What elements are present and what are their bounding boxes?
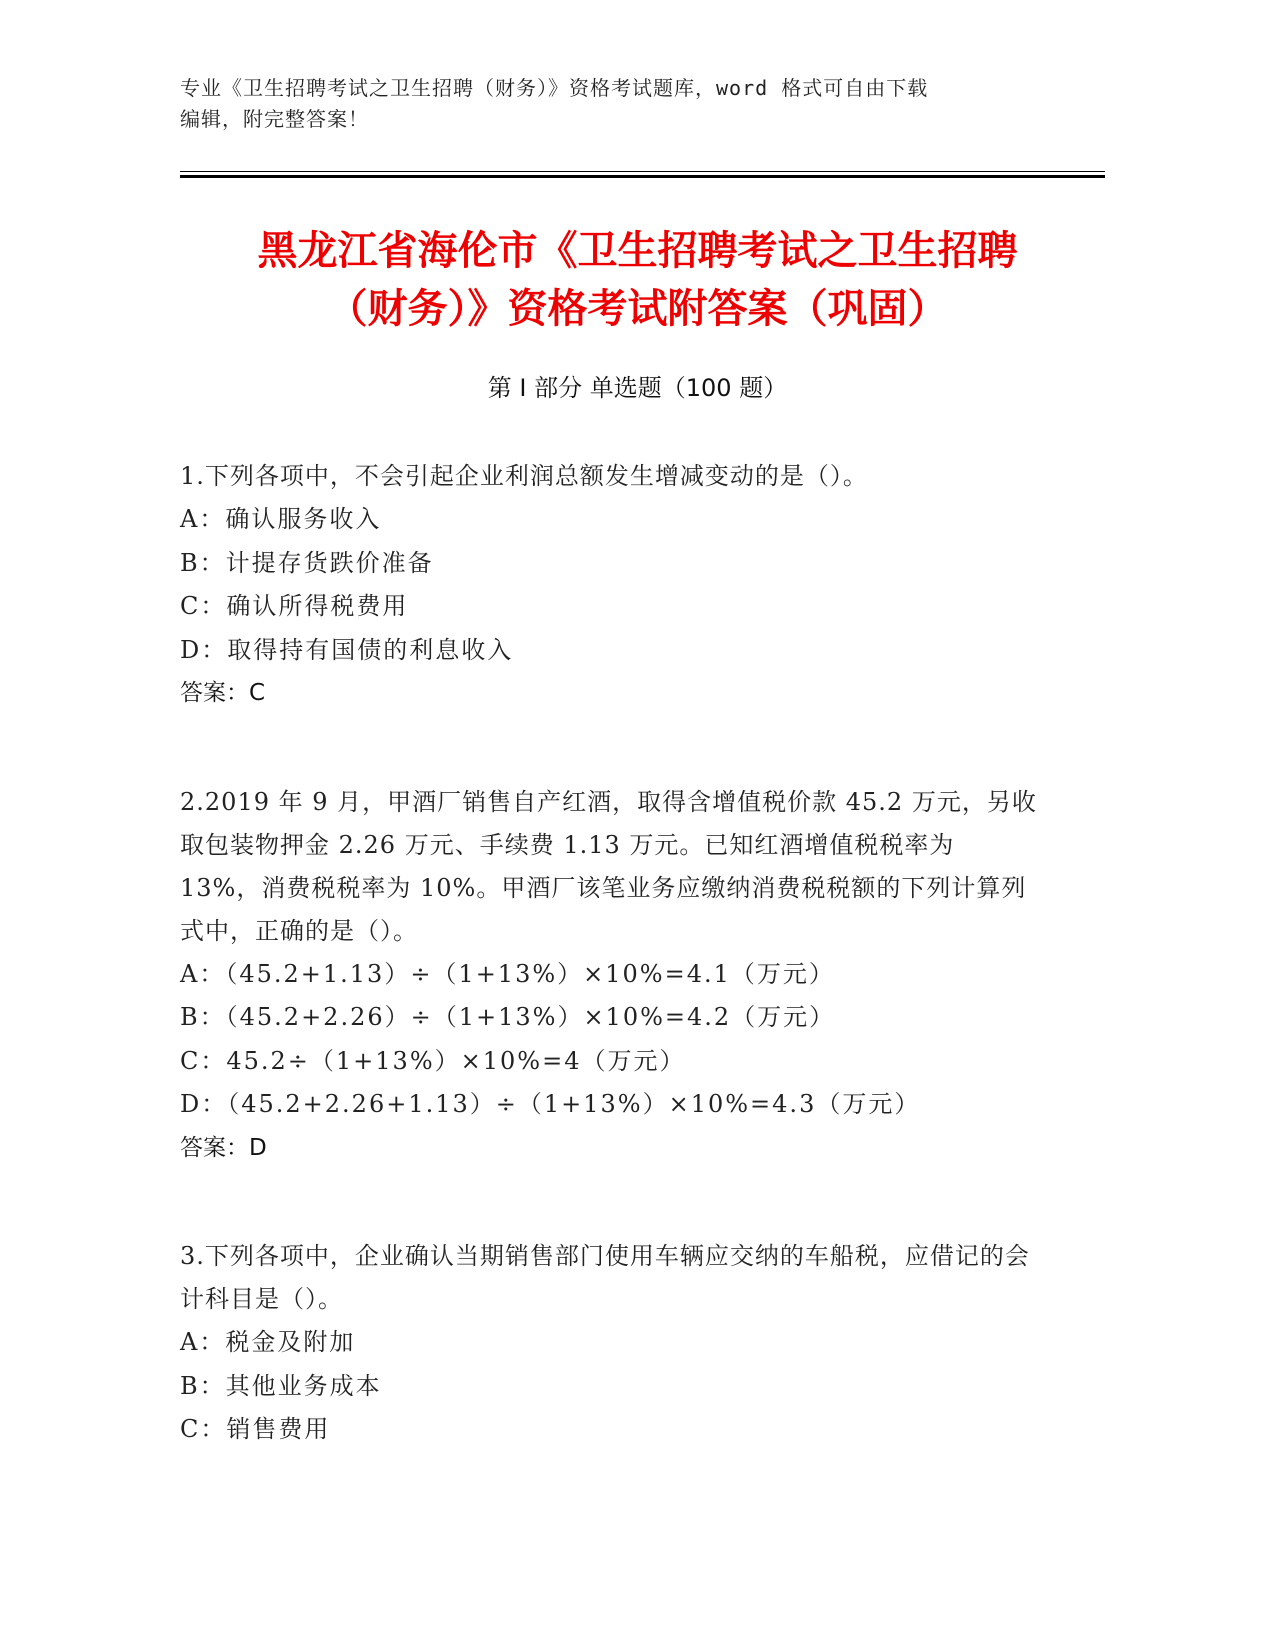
title-line-2: （财务）》资格考试附答案（巩固） xyxy=(327,286,948,332)
answer: 答案：C xyxy=(180,680,266,706)
header-line-1: 专业《卫生招聘考试之卫生招聘（财务）》资格考试题库，word 格式可自由下载 xyxy=(180,76,929,100)
answer: 答案：D xyxy=(180,1134,267,1161)
document-title xyxy=(150,222,1125,338)
option-b: B：（45.2+2.26）÷（1+13%）×10%=4.2（万元） xyxy=(180,1003,836,1031)
question-text: 3.下列各项中，企业确认当期销售部门使用车辆应交纳的车船税，应借记的会计科目是（）。 xyxy=(180,1242,1030,1313)
option-c: C：销售费用 xyxy=(180,1415,331,1443)
question-text: 1.下列各项中，不会引起企业利润总额发生增减变动的是（）。 xyxy=(180,462,868,490)
option-c: C：45.2÷（1+13%）×10%=4（万元） xyxy=(180,1046,686,1075)
option-b: B：其他业务成本 xyxy=(180,1371,382,1400)
section-heading: 第 I 部分 单选题（100 题） xyxy=(487,374,788,402)
title-line-1: 黑龙江省海伦市《卫生招聘考试之卫生招聘 xyxy=(257,228,1018,274)
document-header xyxy=(180,73,1040,135)
question-1 xyxy=(180,455,1040,716)
question-3 xyxy=(180,1235,1040,1452)
question-list xyxy=(180,455,1040,1517)
option-b: B：计提存货跌价准备 xyxy=(180,548,434,577)
option-a: A：（45.2+1.13）÷（1+13%）×10%=4.1（万元） xyxy=(180,959,835,988)
header-divider-thin xyxy=(180,171,1105,172)
option-a: A：确认服务收入 xyxy=(180,505,382,533)
header-divider-thick xyxy=(180,175,1105,178)
option-d: D：（45.2+2.26+1.13）÷（1+13%）×10%=4.3（万元） xyxy=(180,1090,921,1118)
header-line-2: 编辑，附完整答案！ xyxy=(180,107,369,131)
question-text: 2.2019 年 9 月，甲酒厂销售自产红酒，取得含增值税价款 45.2 万元，另收取包装物押金 2.26 万元、手续费 1.13 万元。已知红酒增值税税率为 13%，消费税税率为 10%。甲酒厂该笔业务应缴纳消费税税额的下列计算列式中，正确的是（）。 xyxy=(180,787,1037,945)
option-a: A：税金及附加 xyxy=(180,1328,356,1356)
option-d: D：取得持有国债的利息收入 xyxy=(180,635,514,664)
option-c: C：确认所得税费用 xyxy=(180,592,409,620)
question-2 xyxy=(180,781,1040,1171)
